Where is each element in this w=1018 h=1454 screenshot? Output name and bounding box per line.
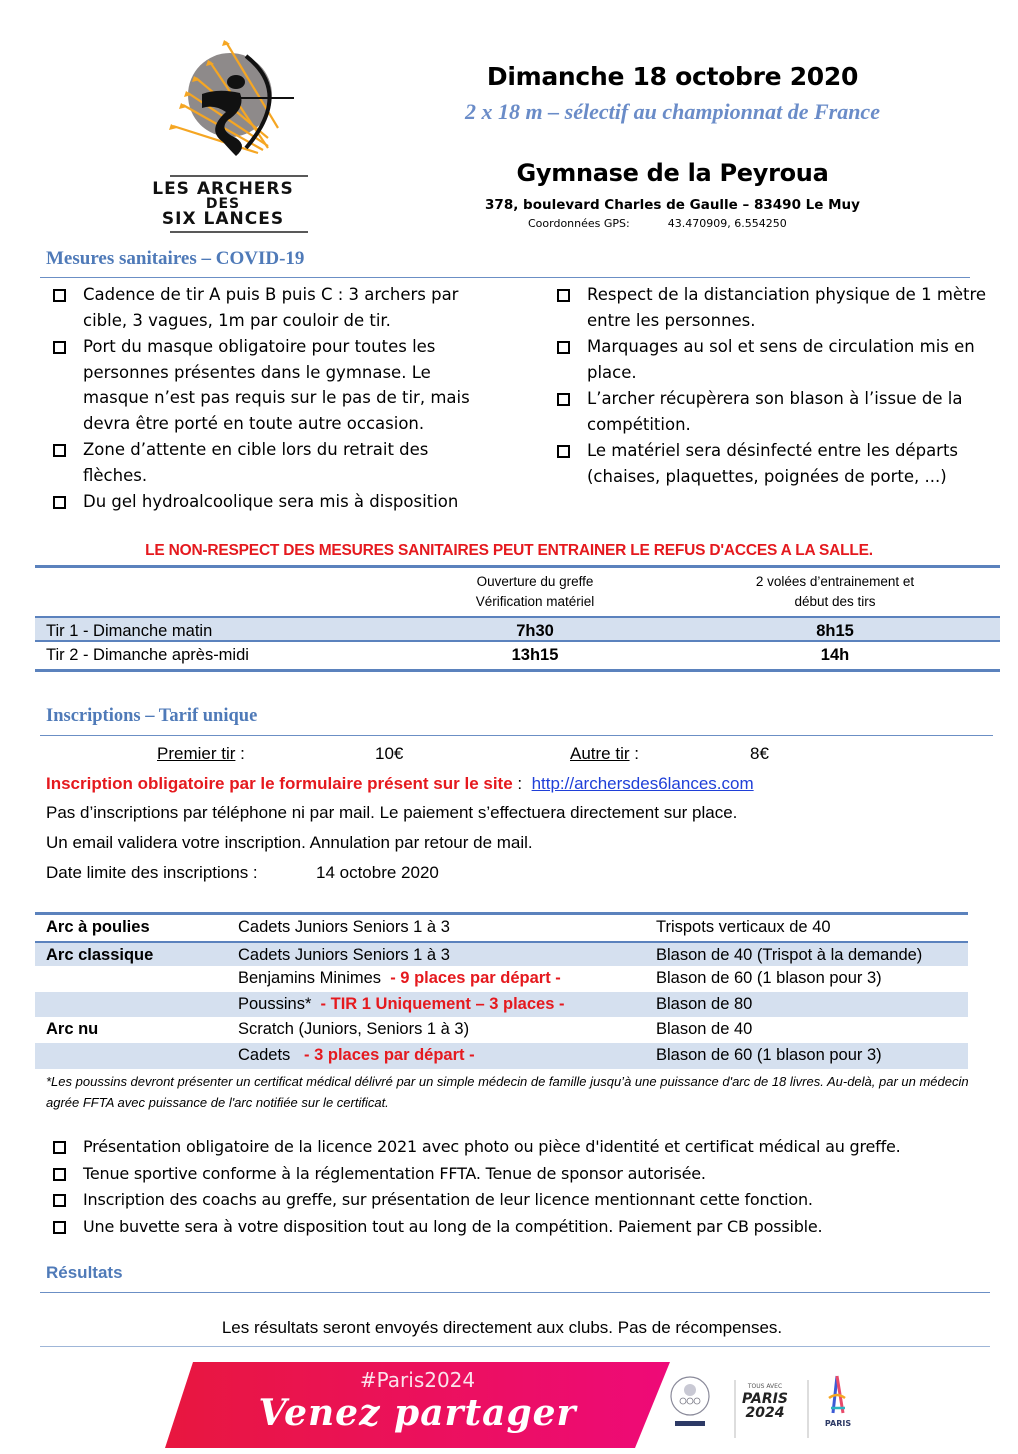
- checkbox-icon: [557, 393, 570, 406]
- gps-coordinates: [528, 217, 787, 230]
- svg-text:2024: 2024: [745, 1405, 785, 1421]
- checkbox-icon: [557, 445, 570, 458]
- rule-item: Inscription des coachs au greffe, sur présentation de leur licence mentionnant cette fonction.: [53, 1187, 993, 1213]
- covid-item: Respect de la distanciation physique de 1 mètre entre les personnes.: [557, 282, 997, 333]
- rules-checklist: [53, 1134, 993, 1240]
- results-heading: Résultats: [46, 1263, 123, 1282]
- checkbox-icon: [557, 289, 570, 302]
- table-bottom-rule: [35, 669, 1000, 672]
- results-bottom-divider: [40, 1346, 990, 1347]
- table-row: Cadets - 3 places par départ - Blason de 60 (1 blason pour 3): [35, 1043, 968, 1069]
- covid-checklist-left: [53, 282, 493, 516]
- covid-warning: LE NON-RESPECT DES MESURES SANITAIRES PEUT ENTRAINER LE REFUS D'ACCES A LA SALLE.: [145, 542, 873, 559]
- venue-name: Gymnase de la Peyroua: [516, 159, 829, 187]
- event-date-title: Dimanche 18 octobre 2020: [486, 62, 859, 91]
- venue-address: 378, boulevard Charles de Gaulle – 83490 Le Muy: [485, 197, 860, 213]
- table-row: Arc nu Scratch (Juniors, Seniors 1 à 3) Blason de 40: [46, 1020, 753, 1039]
- checkbox-icon: [53, 496, 66, 509]
- table-row: Tir 2 - Dimanche après-midi 13h15 14h: [46, 646, 850, 664]
- rule-item: Une buvette sera à votre disposition tout au long de la compétition. Paiement par CB possible.: [53, 1214, 993, 1240]
- svg-text:SIX LANCES: SIX LANCES: [161, 209, 285, 229]
- checkbox-icon: [53, 1168, 66, 1181]
- banner-slogan: Venez partager: [258, 1392, 577, 1434]
- svg-text:PARIS: PARIS: [824, 1419, 852, 1428]
- schedule-header-row: [35, 568, 1000, 616]
- inscriptions-divider: [40, 735, 993, 736]
- covid-item: Du gel hydroalcoolique sera mis à disposition: [53, 489, 493, 515]
- covid-item: Cadence de tir A puis B puis C : 3 archers par cible, 3 vagues, 1m par couloir de tir.: [53, 282, 493, 333]
- results-divider: [40, 1292, 990, 1293]
- header-debut-tirs: 2 volées d’entrainement et début des tirs: [755, 574, 915, 609]
- checkbox-icon: [53, 1141, 66, 1154]
- mandatory-inscription-line: Inscription obligatoire par le formulaire présent sur le site : http://archersdes6lances.com: [46, 774, 754, 793]
- categories-table: [35, 912, 968, 1069]
- table-row: Arc à poulies Cadets Juniors Seniors 1 à 3 Trispots verticaux de 40: [46, 918, 831, 936]
- deadline-value: 14 octobre 2020: [316, 863, 439, 882]
- deadline-label: Date limite des inscriptions :: [46, 863, 258, 882]
- covid-divider: [40, 277, 970, 278]
- email-info: Un email validera votre inscription. Annulation par retour de mail.: [46, 833, 533, 852]
- archer-logo-icon: [118, 38, 328, 238]
- table-row: Tir 1 - Dimanche matin 7h30 8h15: [35, 616, 1000, 642]
- autre-tir: Autre tir :: [570, 744, 639, 763]
- covid-heading: Mesures sanitaires – COVID-19: [46, 248, 305, 269]
- table-row: Benjamins Minimes - 9 places par départ - Blason de 60 (1 blason pour 3): [238, 969, 882, 988]
- rule-item: Présentation obligatoire de la licence 2021 avec photo ou pièce d'identité et certificat médical au greffe.: [53, 1134, 993, 1160]
- rule-item: Tenue sportive conforme à la réglementation FFTA. Tenue de sponsor autorisée.: [53, 1161, 993, 1187]
- premier-tir: Premier tir :: [157, 744, 245, 763]
- site-link[interactable]: http://archersdes6lances.com: [531, 774, 754, 793]
- club-logo: [118, 38, 328, 238]
- event-subtitle: 2 x 18 m – sélectif au championnat de France: [465, 99, 880, 124]
- covid-item: Le matériel sera désinfecté entre les départs (chaises, plaquettes, poignées de porte, ...): [557, 438, 997, 489]
- covid-checklist-right: [557, 282, 997, 490]
- autre-tir-price: 8€: [750, 744, 769, 763]
- olympic-logos: [665, 1368, 875, 1448]
- covid-item: Zone d’attente en cible lors du retrait des flèches.: [53, 437, 493, 488]
- checkbox-icon: [557, 341, 570, 354]
- poussins-footnote: *Les poussins devront présenter un certificat médical délivré par un simple médecin de famille jusqu’à une puissance d'arc de 18 livres. Au-delà, par un médecin agrée FFTA avec puissance de l'arc notifiée sur le certificat.: [46, 1074, 969, 1110]
- checkbox-icon: [53, 1221, 66, 1234]
- schedule-table: [35, 565, 1000, 672]
- table-row: Arc classique Cadets Juniors Seniors 1 à 3 Blason de 40 (Trispot à la demande): [35, 941, 968, 967]
- inscriptions-heading: Inscriptions – Tarif unique: [46, 706, 258, 726]
- paris2024-banner: [165, 1360, 670, 1452]
- svg-text:LES ARCHERS: LES ARCHERS: [152, 179, 294, 199]
- payment-info: Pas d’inscriptions par téléphone ni par mail. Le paiement s’effectuera directement sur place.: [46, 803, 738, 822]
- covid-item: Marquages au sol et sens de circulation mis en place.: [557, 334, 997, 385]
- checkbox-icon: [53, 444, 66, 457]
- places-note: - 3 places par départ -: [294, 1045, 475, 1064]
- olympic-partner-logos-icon: [665, 1368, 875, 1448]
- results-text: Les résultats seront envoyés directement aux clubs. Pas de récompenses.: [221, 1318, 783, 1337]
- checkbox-icon: [53, 341, 66, 354]
- svg-text:DES: DES: [205, 196, 241, 212]
- places-note: - 9 places par départ -: [385, 969, 561, 988]
- covid-item: Port du masque obligatoire pour toutes les personnes présentes dans le gymnase. Le masque n’est pas requis sur le pas de tir, mais devra être porté en toute autre occasion.: [53, 334, 493, 436]
- premier-tir-price: 10€: [375, 744, 404, 763]
- gps-value: 43.470909, 6.554250: [667, 217, 787, 230]
- svg-text:TOUS AVEC: TOUS AVEC: [747, 1383, 783, 1390]
- header-greffe: Ouverture du greffe Vérification matériel: [475, 574, 595, 609]
- svg-text:PARIS: PARIS: [742, 1391, 788, 1407]
- checkbox-icon: [53, 1194, 66, 1207]
- checkbox-icon: [53, 289, 66, 302]
- places-note: - TIR 1 Uniquement – 3 places -: [315, 994, 565, 1013]
- gps-label: Coordonnées GPS:: [528, 217, 630, 230]
- table-row: Poussins* - TIR 1 Uniquement – 3 places - Blason de 80: [35, 992, 968, 1018]
- banner-hashtag: #Paris2024: [359, 1368, 476, 1392]
- covid-item: L’archer récupèrera son blason à l’issue de la compétition.: [557, 386, 997, 437]
